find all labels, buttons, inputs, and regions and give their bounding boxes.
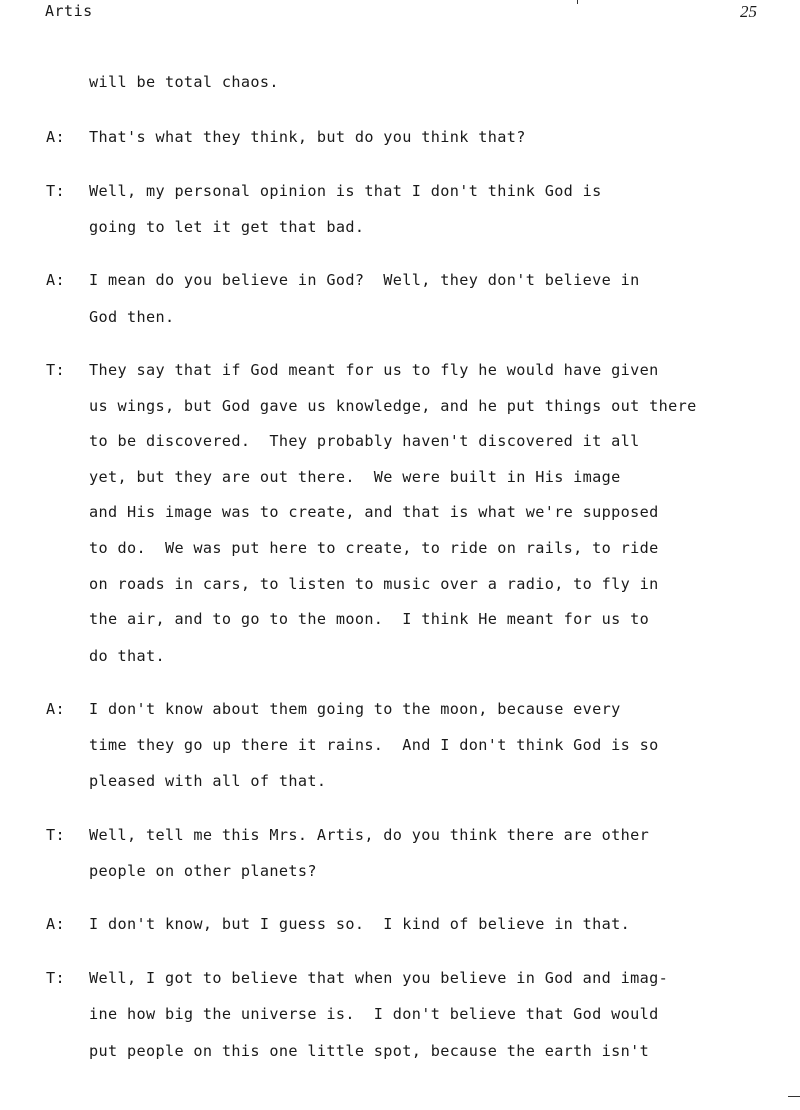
transcript-line: to be discovered. They probably haven't discovered it all xyxy=(89,432,640,450)
transcript-line: God then. xyxy=(89,308,175,326)
transcript-line: yet, but they are out there. We were built in His image xyxy=(89,468,621,486)
transcript-line: time they go up there it rains. And I don't think God is so xyxy=(89,736,659,754)
transcript-line: They say that if God meant for us to fly he would have given xyxy=(89,361,659,379)
transcript-line: going to let it get that bad. xyxy=(89,218,365,236)
page-number: 25 xyxy=(740,2,757,21)
speaker-label: A: xyxy=(46,700,65,718)
transcript-line: to do. We was put here to create, to ride on rails, to ride xyxy=(89,539,659,557)
scan-speck xyxy=(577,0,578,4)
transcript-line: I don't know, but I guess so. I kind of believe in that. xyxy=(89,915,631,933)
transcript-line: and His image was to create, and that is what we're supposed xyxy=(89,503,659,521)
transcript-line: put people on this one little spot, because the earth isn't xyxy=(89,1042,650,1060)
transcript-line: the air, and to go to the moon. I think He meant for us to xyxy=(89,610,650,628)
transcript-line: Well, I got to believe that when you believe in God and imag- xyxy=(89,969,669,987)
speaker-label: A: xyxy=(46,271,65,289)
scan-edge-mark xyxy=(788,1096,800,1097)
speaker-label: T: xyxy=(46,182,65,200)
transcript-line: will be total chaos. xyxy=(89,73,279,91)
transcript-line: I don't know about them going to the moon, because every xyxy=(89,700,621,718)
running-header-name: Artis xyxy=(45,2,93,20)
transcript-line: people on other planets? xyxy=(89,862,317,880)
transcript-line: on roads in cars, to listen to music over a radio, to fly in xyxy=(89,575,659,593)
transcript-line: pleased with all of that. xyxy=(89,772,327,790)
transcript-line: do that. xyxy=(89,647,165,665)
transcript-line: I mean do you believe in God? Well, they don't believe in xyxy=(89,271,640,289)
speaker-label: A: xyxy=(46,915,65,933)
transcript-line: Well, my personal opinion is that I don't think God is xyxy=(89,182,602,200)
speaker-label: T: xyxy=(46,361,65,379)
speaker-label: T: xyxy=(46,969,65,987)
speaker-label: T: xyxy=(46,826,65,844)
speaker-label: A: xyxy=(46,128,65,146)
transcript-line: us wings, but God gave us knowledge, and he put things out there xyxy=(89,397,697,415)
transcript-line: ine how big the universe is. I don't believe that God would xyxy=(89,1005,659,1023)
transcript-line: Well, tell me this Mrs. Artis, do you think there are other xyxy=(89,826,650,844)
transcript-line: That's what they think, but do you think that? xyxy=(89,128,526,146)
